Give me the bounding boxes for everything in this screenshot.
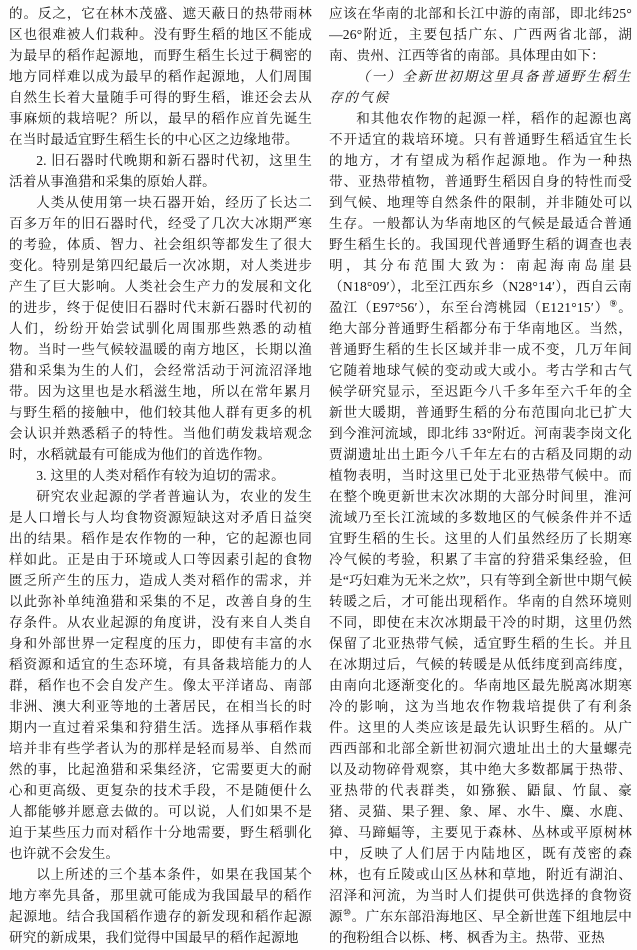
paragraph: 以上所述的三个基本条件，如果在我国某个地方率先具备，那里就可能成为我国最早的稻作起源地。结合我国稻作遗存的新发现和稻作起源研究的新成果，我们觉得中国最早的稻作起源地 [9,867,312,945]
section-item-2: 2. 旧石器时代晚期和新石器时代初，这里生活着从事渔猎和采集的原始人群。 [9,153,312,189]
paragraph: 研究农业起源的学者普遍认为，农业的发生是人口增长与人均食物资源短缺这对矛盾日益突出的结果。稻作是农作物的一种，它的起源也同样如此。正是由于环境或人口等因素引起的食物匮乏所产生的压力，造成人类对稻作的需求，并以此弥补单纯渔猎和采集的不足，改善自身的生存条件。从农业起源的角度讲，没有来自人类自身和外部世界一定程度的压力，即使有丰富的水稻资源和适宜的生态环境，有具备栽培能力的人群，稻作也不会自发产生。像太平洋诸岛、南部非洲、澳大利亚等地的土著居民，在相当长的时期内一直过着采集和狩猎生活。选择从事稻作栽培并非有些学者认为的那样是轻而易举、自然而然的事，比起渔猎和采集经济，它需要更大的耐心和更高级、更复杂的技术手段，不是随便什么人都能够并愿意去做的。可以说，人们如果不是迫于某些压力而对稻作十分地需要，野生稻驯化也许就不会发生。 [9,489,312,861]
paragraph: 和其他农作物的起源一样，稻作的起源也离不开适宜的栽培环境。只有普通野生稻适宜生长的地方，才有望成为稻作起源地。作为一种热带、亚热带植物，普通野生稻因自身的特性而受到气候、地理等自然条件的限制，并非随处可以生存。一般都认为华南地区的气候是最适合普通野生稻生长的。我国现代普通野生稻的调查也表明，其分布范围大致为：南起海南岛崖县（N18°09′），北至江西东乡（N28°14′），西自云南盈江（E97°56′），东至台湾桃园（E121°15′）⑨。绝大部分普通野生稻都分布于华南地区。当然，普通野生稻的生长区域并非一成不变，几万年间它随着地球气候的变动或大或小。考古学和古气候学研究显示，至迟距今八千多年至六千年的全新世大暖期，普通野生稻的分布范围向北已扩大到今淮河流域，即北纬 33°附近。河南裴李岗文化贾湖遗址出土距今八千年左右的古稻及同期的动植物表明，当时这里已处于北亚热带气候中。而在整个晚更新世末次冰期的大部分时间里，淮河流域乃至长江流域的多数地区的气候条件并不适宜野生稻的生长。这里的人们虽然经历了长期寒冷气候的考验，积累了丰富的狩猎采集经验，但是“巧妇难为无米之炊”，只有等到全新世中期气候转暖之后，才可能出现稻作。华南的自然环境则不同，即使在末次冰期最干冷的时期，这里仍然保留了北亚热带气候，适宜野生稻的生长。并且在冰期过后，气候的转暖是从低纬度到高纬度，由南向北逐渐变化的。华南地区最先脱离冰期寒冷的影响，这为当地农作物栽培提供了有利条件。这里的人类应该是最先认识野生稻的。从广西西部和北部全新世初洞穴遗址出土的大量螺壳以及动物碎骨观察，其中绝大多数都属于热带、亚热带的代表群类，如猕猴、鼯鼠、竹鼠、豪猪、灵猫、果子狸、象、犀、水牛、麋、水鹿、獐、马蹄蝠等，主要见于森林、丛林或平原树林中，反映了人们居于内陆地区，既有茂密的森林，也有丘陵或山区丛林和草地，附近有湖泊、沼泽和河流，为当时人们提供可供选择的食物资源⑩。广东东部沿海地区、早全新世莲下组地层中的孢粉组合以栎、栲、枫香为主。热带、亚热 [329,111,632,945]
subsection-heading: （一）全新世初期这里具备普通野生稻生存的气候 [329,69,632,105]
right-column [329,3,632,950]
left-column [9,3,312,950]
section-item-3: 3. 这里的人类对稻作有较为迫切的需求。 [36,468,285,483]
paragraph-continuation: 应该在华南的北部和长江中游的南部，即北纬25°—26°附近，主要包括广东、广西两省北部，湖南、贵州、江西等省的南部。具体理由如下： [329,6,632,63]
paragraph-continuation: 的。反之，它在林木茂盛、遮天蔽日的热带雨林区也很难被人们栽种。没有野生稻的地区不能成为最早的稻作起源地，而野生稻生长过于稠密的地方同样难以成为最早的稻作起源地，人们周围自然生长着大量随手可得的野生稻，谁还会去从事麻烦的栽培呢？所以，最早的稻作应首先诞生在当时最适宜野生稻生长的中心区之边缘地带。 [9,6,312,147]
paragraph: 人类从使用第一块石器开始，经历了长达二百多万年的旧石器时代，经受了几次大冰期严寒的考验，体质、智力、社会组织等都发生了很大变化。特别是第四纪最后一次冰期，对人类进步产生了巨大影响。人类社会生产力的发展和文化的进步，终于促使旧石器时代末新石器时代初的人们，纷纷开始尝试驯化周围那些熟悉的动植物。当时一些气候较温暖的南方地区，长期以渔猎和采集为生的人们，会经常活动于河流沼泽地带。因为这里也是水稻滋生地，所以在常年累月与野生稻的接触中，他们较其他人群有更多的机会认识并熟悉稻子的特性。当他们萌发栽培观念时，水稻就最有可能成为他们的首选作物。 [9,195,312,462]
